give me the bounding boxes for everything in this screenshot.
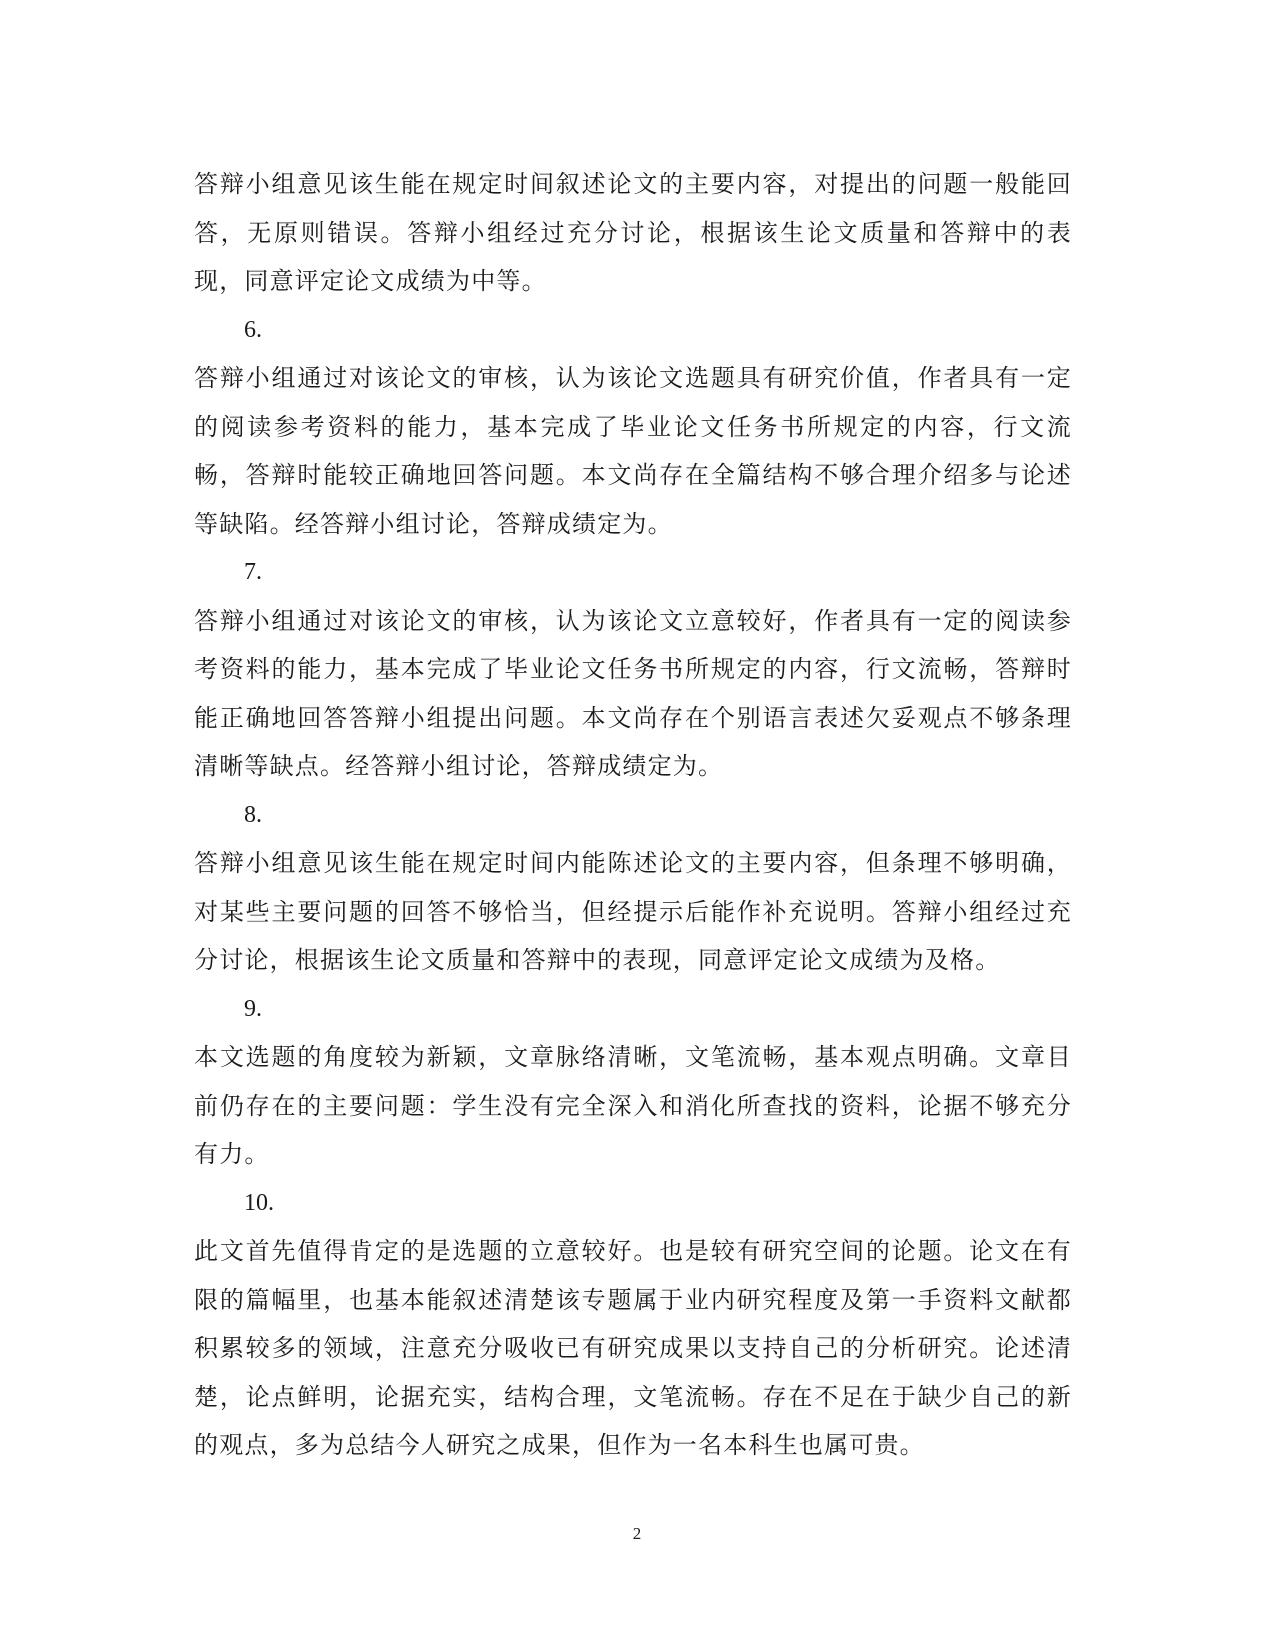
item-number-8: 8. [244, 801, 262, 828]
paragraph-8-opinion: 答辩小组意见该生能在规定时间内能陈述论文的主要内容，但条理不够明确，对某些主要问题的回答不够恰当，但经提示后能作补充说明。答辩小组经过充分讨论，根据该生论文质量和答辩中的表现，同意评定论文成绩为及格。 [194, 849, 1072, 974]
paragraph-10-opinion: 此文首先值得肯定的是选题的立意较好。也是较有研究空间的论题。论文在有限的篇幅里，也基本能叙述清楚该专题属于业内研究程度及第一手资料文献都积累较多的领域，注意充分吸收已有研究成果以支持自己的分析研究。论述清楚，论点鲜明，论据充实，结构合理，文笔流畅。存在不足在于缺少自己的新的观点，多为总结今人研究之成果，但作为一名本科生也属可贵。 [194, 1237, 1072, 1459]
paragraph-9-opinion: 本文选题的角度较为新颖，文章脉络清晰，文笔流畅，基本观点明确。文章目前仍存在的主要问题：学生没有完全深入和消化所查找的资料，论据不够充分有力。 [194, 1043, 1072, 1168]
item-number-6: 6. [244, 316, 262, 343]
paragraph-7-opinion: 答辩小组通过对该论文的审核，认为该论文立意较好，作者具有一定的阅读参考资料的能力，基本完成了毕业论文任务书所规定的内容，行文流畅，答辩时能正确地回答答辩小组提出问题。本文尚存在个别语言表述欠妥观点不够条理清晰等缺点。经答辩小组讨论，答辩成绩定为。 [194, 606, 1072, 780]
item-number-9: 9. [244, 995, 262, 1022]
page-number: 2 [632, 1524, 642, 1543]
item-number-7: 7. [244, 559, 262, 585]
paragraph-6-opinion: 答辩小组通过对该论文的审核，认为该论文选题具有研究价值，作者具有一定的阅读参考资料的能力，基本完成了毕业论文任务书所规定的内容，行文流畅，答辩时能较正确地回答问题。本文尚存在全篇结构不够合理介绍多与论述等缺陷。经答辩小组讨论，答辩成绩定为。 [194, 364, 1072, 538]
paragraph-5-opinion: 答辩小组意见该生能在规定时间叙述论文的主要内容，对提出的问题一般能回答，无原则错误。答辩小组经过充分讨论，根据该生论文质量和答辩中的表现，同意评定论文成绩为中等。 [194, 170, 1072, 295]
document-body [194, 160, 1072, 1470]
item-number-10: 10. [244, 1189, 274, 1216]
